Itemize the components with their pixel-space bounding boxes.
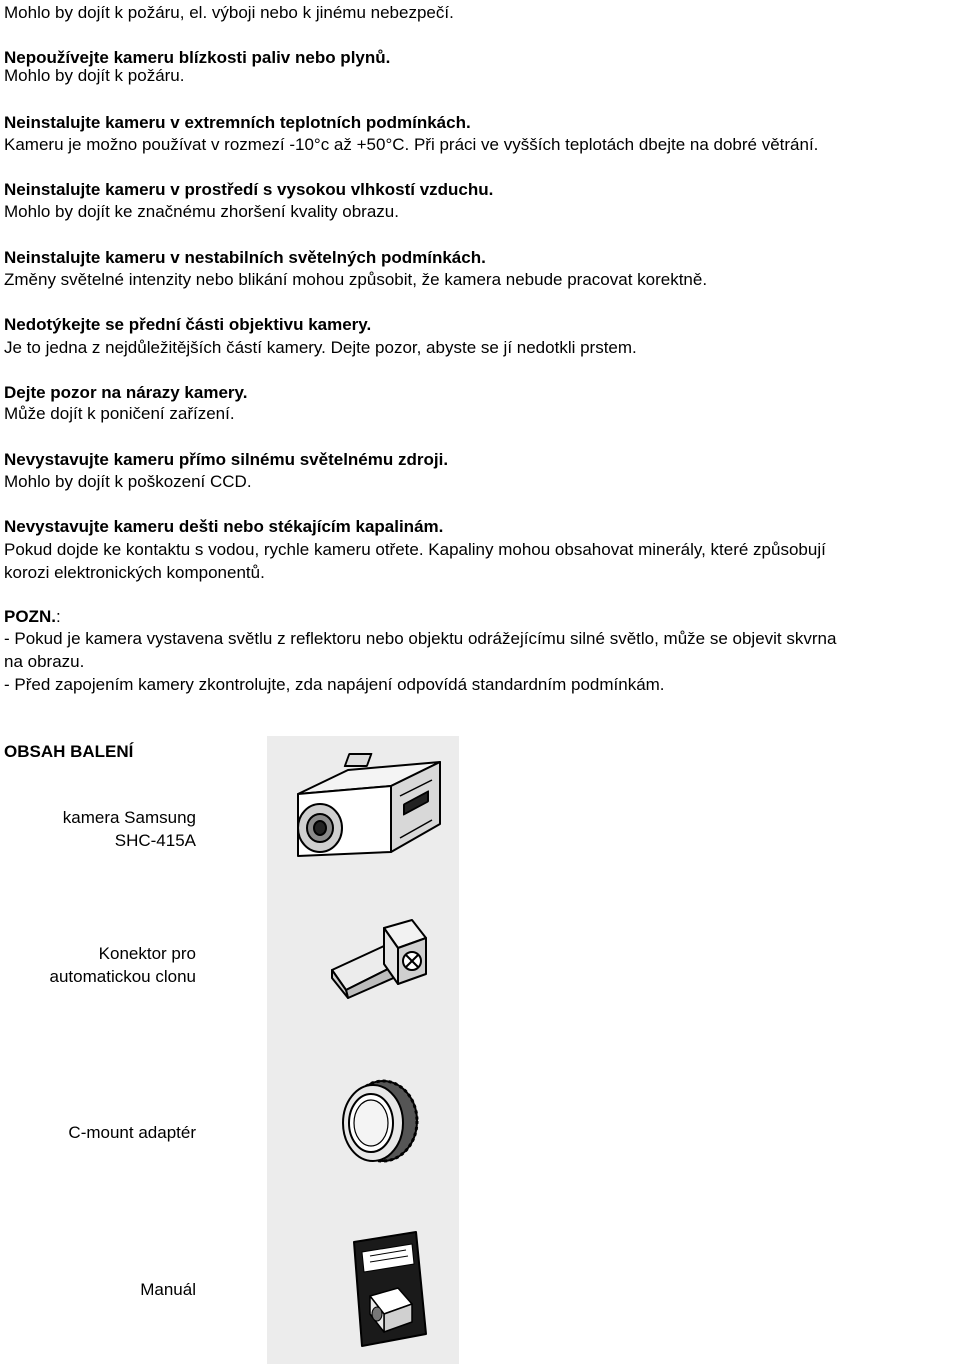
package-title: OBSAH BALENÍ bbox=[4, 742, 134, 761]
intro-line: Mohlo by dojít k požáru, el. výboji nebo k jinému nebezpečí. bbox=[4, 3, 454, 22]
warning-heading: Neinstalujte kameru v nestabilních světelných podmínkách. bbox=[4, 248, 486, 267]
camera-icon bbox=[288, 752, 448, 867]
package-item-label: Konektor pro automatickou clonu bbox=[49, 944, 196, 986]
warning-text: Kameru je možno používat v rozmezí -10°c až +50°C. Při práci ve vyšších teplotách dbejte na dobré větrání. bbox=[4, 135, 819, 154]
connector-icon bbox=[326, 918, 430, 1000]
warning-heading: Dejte pozor na nárazy kamery. bbox=[4, 383, 248, 402]
warning-text: korozi elektronických komponentů. bbox=[4, 563, 265, 582]
warning-text: Mohlo by dojít ke značnému zhoršení kvality obrazu. bbox=[4, 202, 399, 221]
warning-text: Mohlo by dojít k poškození CCD. bbox=[4, 472, 252, 491]
note-line: - Pokud je kamera vystavena světlu z reflektoru nebo objektu odrážejícímu silné světlo, může se objevit skvrna bbox=[4, 629, 837, 648]
warning-text: Je to jedna z nejdůležitějších částí kamery. Dejte pozor, abyste se jí nedotkli prstem. bbox=[4, 338, 637, 357]
package-item-label: kamera Samsung SHC-415A bbox=[62, 808, 196, 850]
package-item-label: Manuál bbox=[140, 1280, 196, 1299]
warning-heading: Neinstalujte kameru v prostředí s vysokou vlhkostí vzduchu. bbox=[4, 180, 494, 199]
warning-text: Může dojít k poničení zařízení. bbox=[4, 404, 235, 423]
c-mount-adapter-icon bbox=[335, 1075, 421, 1167]
warning-text: Mohlo by dojít k požáru. bbox=[4, 66, 185, 85]
note-colon: : bbox=[55, 607, 61, 626]
note-line: na obrazu. bbox=[4, 652, 85, 671]
warning-text: Změny světelné intenzity nebo blikání mohou způsobit, že kamera nebude pracovat korektně. bbox=[4, 270, 708, 289]
warning-heading: Nedotýkejte se přední části objektivu kamery. bbox=[4, 315, 372, 334]
note-title-line bbox=[4, 605, 61, 628]
note-line: - Před zapojením kamery zkontrolujte, zda napájení odpovídá standardním podmínkám. bbox=[4, 675, 665, 694]
warning-heading: Nevystavujte kameru přímo silnému světelnému zdroji. bbox=[4, 450, 449, 469]
manual-icon bbox=[340, 1230, 430, 1348]
warning-heading: Nevystavujte kameru dešti nebo stékajícím kapalinám. bbox=[4, 517, 444, 536]
package-item-label: C-mount adaptér bbox=[68, 1123, 196, 1142]
warning-text: Pokud dojde ke kontaktu s vodou, rychle kameru otřete. Kapaliny mohou obsahovat minerály, které způsobují bbox=[4, 540, 826, 559]
warning-heading: Nepoužívejte kameru blízkosti paliv nebo plynů. bbox=[4, 48, 391, 67]
note-title: POZN. bbox=[4, 607, 56, 626]
warning-heading: Neinstalujte kameru v extremních teplotních podmínkách. bbox=[4, 113, 471, 132]
